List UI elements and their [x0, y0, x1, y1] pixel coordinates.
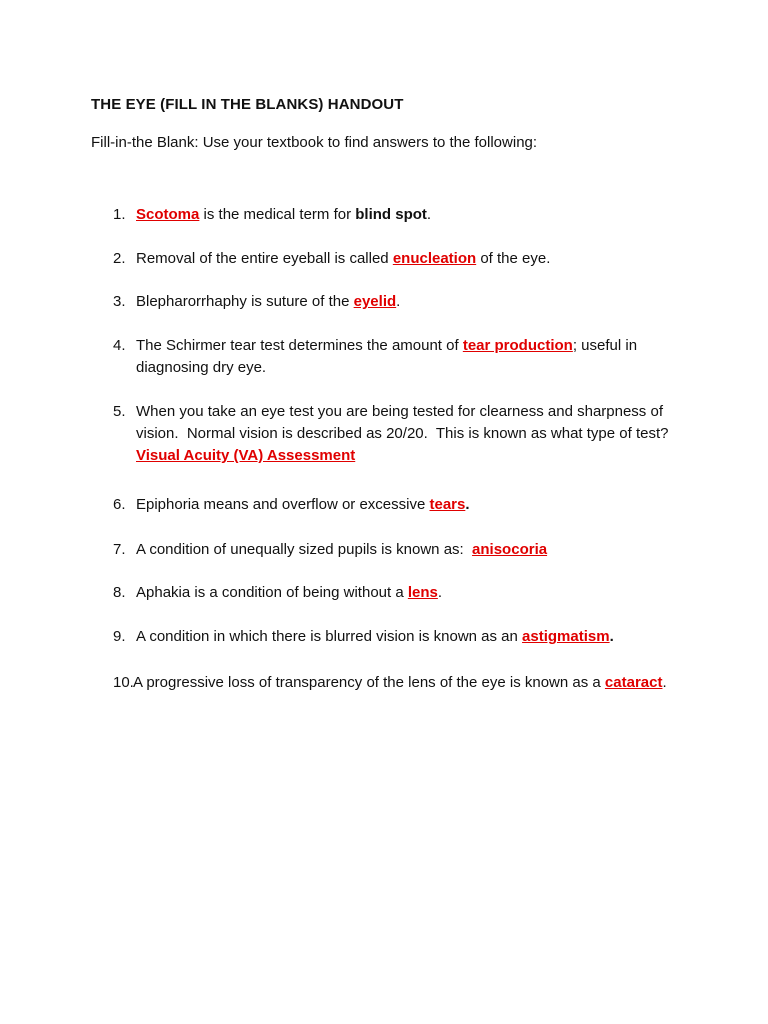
question-fragment: .	[437, 584, 443, 601]
question-fragment: .	[396, 293, 401, 310]
question-text	[133, 672, 733, 694]
question-fragment: When you take an eye test you are being tested for clearness and sharpness of	[136, 403, 663, 420]
question-fragment: A progressive loss of transparency of the lens of the eye is known as a	[133, 674, 605, 691]
question-fragment: .	[465, 496, 470, 513]
question-text	[136, 248, 736, 270]
question-fragment: of the eye.	[476, 250, 551, 267]
question-number: 4.	[113, 337, 126, 354]
question-fragment: ; useful in	[572, 337, 638, 354]
question-number: 10.	[113, 674, 134, 691]
bold-term: blind spot	[355, 206, 427, 223]
answer: anisocoria	[472, 541, 548, 558]
question-number: 8.	[113, 584, 126, 601]
question-fragment: .	[662, 674, 667, 691]
answer: tears	[429, 496, 466, 513]
answer: astigmatism	[522, 628, 610, 645]
question-number: 3.	[113, 293, 126, 310]
instructions: Fill-in-the Blank: Use your textbook to find answers to the following:	[91, 134, 538, 151]
answer: cataract	[604, 674, 663, 691]
question-text	[136, 626, 736, 648]
question-text	[136, 539, 736, 561]
question-fragment: .	[426, 206, 432, 223]
answer: tear production	[462, 337, 573, 354]
question-fragment: .	[609, 628, 614, 645]
question-fragment: A condition of unequally sized pupils is known as:	[136, 541, 473, 558]
question-number: 7.	[113, 541, 126, 558]
question-text	[136, 401, 736, 467]
question-fragment: Aphakia is a condition of being without a	[136, 584, 408, 601]
question-fragment: Blepharorrhaphy is suture of the	[136, 293, 354, 310]
question-text	[136, 204, 736, 226]
question-text	[136, 335, 736, 379]
answer: Scotoma	[136, 206, 200, 223]
question-fragment: is the medical term for	[199, 206, 356, 223]
question-fragment: A condition in which there is blurred vision is known as an	[136, 628, 523, 645]
question-number: 9.	[113, 628, 126, 645]
question-fragment: The Schirmer tear test determines the amount of	[136, 337, 463, 354]
handout-title: THE EYE (FILL IN THE BLANKS) HANDOUT	[91, 96, 404, 113]
question-number: 1.	[113, 206, 126, 223]
question-fragment: vision. Normal vision is described as 20/20. This is known as what type of test?	[136, 425, 669, 442]
answer: enucleation	[392, 250, 477, 267]
question-text	[136, 582, 736, 604]
answer: lens	[407, 584, 438, 601]
question-number: 2.	[113, 250, 126, 267]
answer: eyelid	[353, 293, 397, 310]
answer: Visual Acuity (VA) Assessment	[136, 447, 356, 464]
question-fragment: Epiphoria means and overflow or excessive	[136, 496, 430, 513]
question-text	[136, 494, 736, 516]
question-number: 6.	[113, 496, 126, 513]
question-text	[136, 291, 736, 313]
question-fragment: diagnosing dry eye.	[136, 359, 267, 376]
question-number: 5.	[113, 403, 126, 420]
question-fragment: Removal of the entire eyeball is called	[136, 250, 393, 267]
